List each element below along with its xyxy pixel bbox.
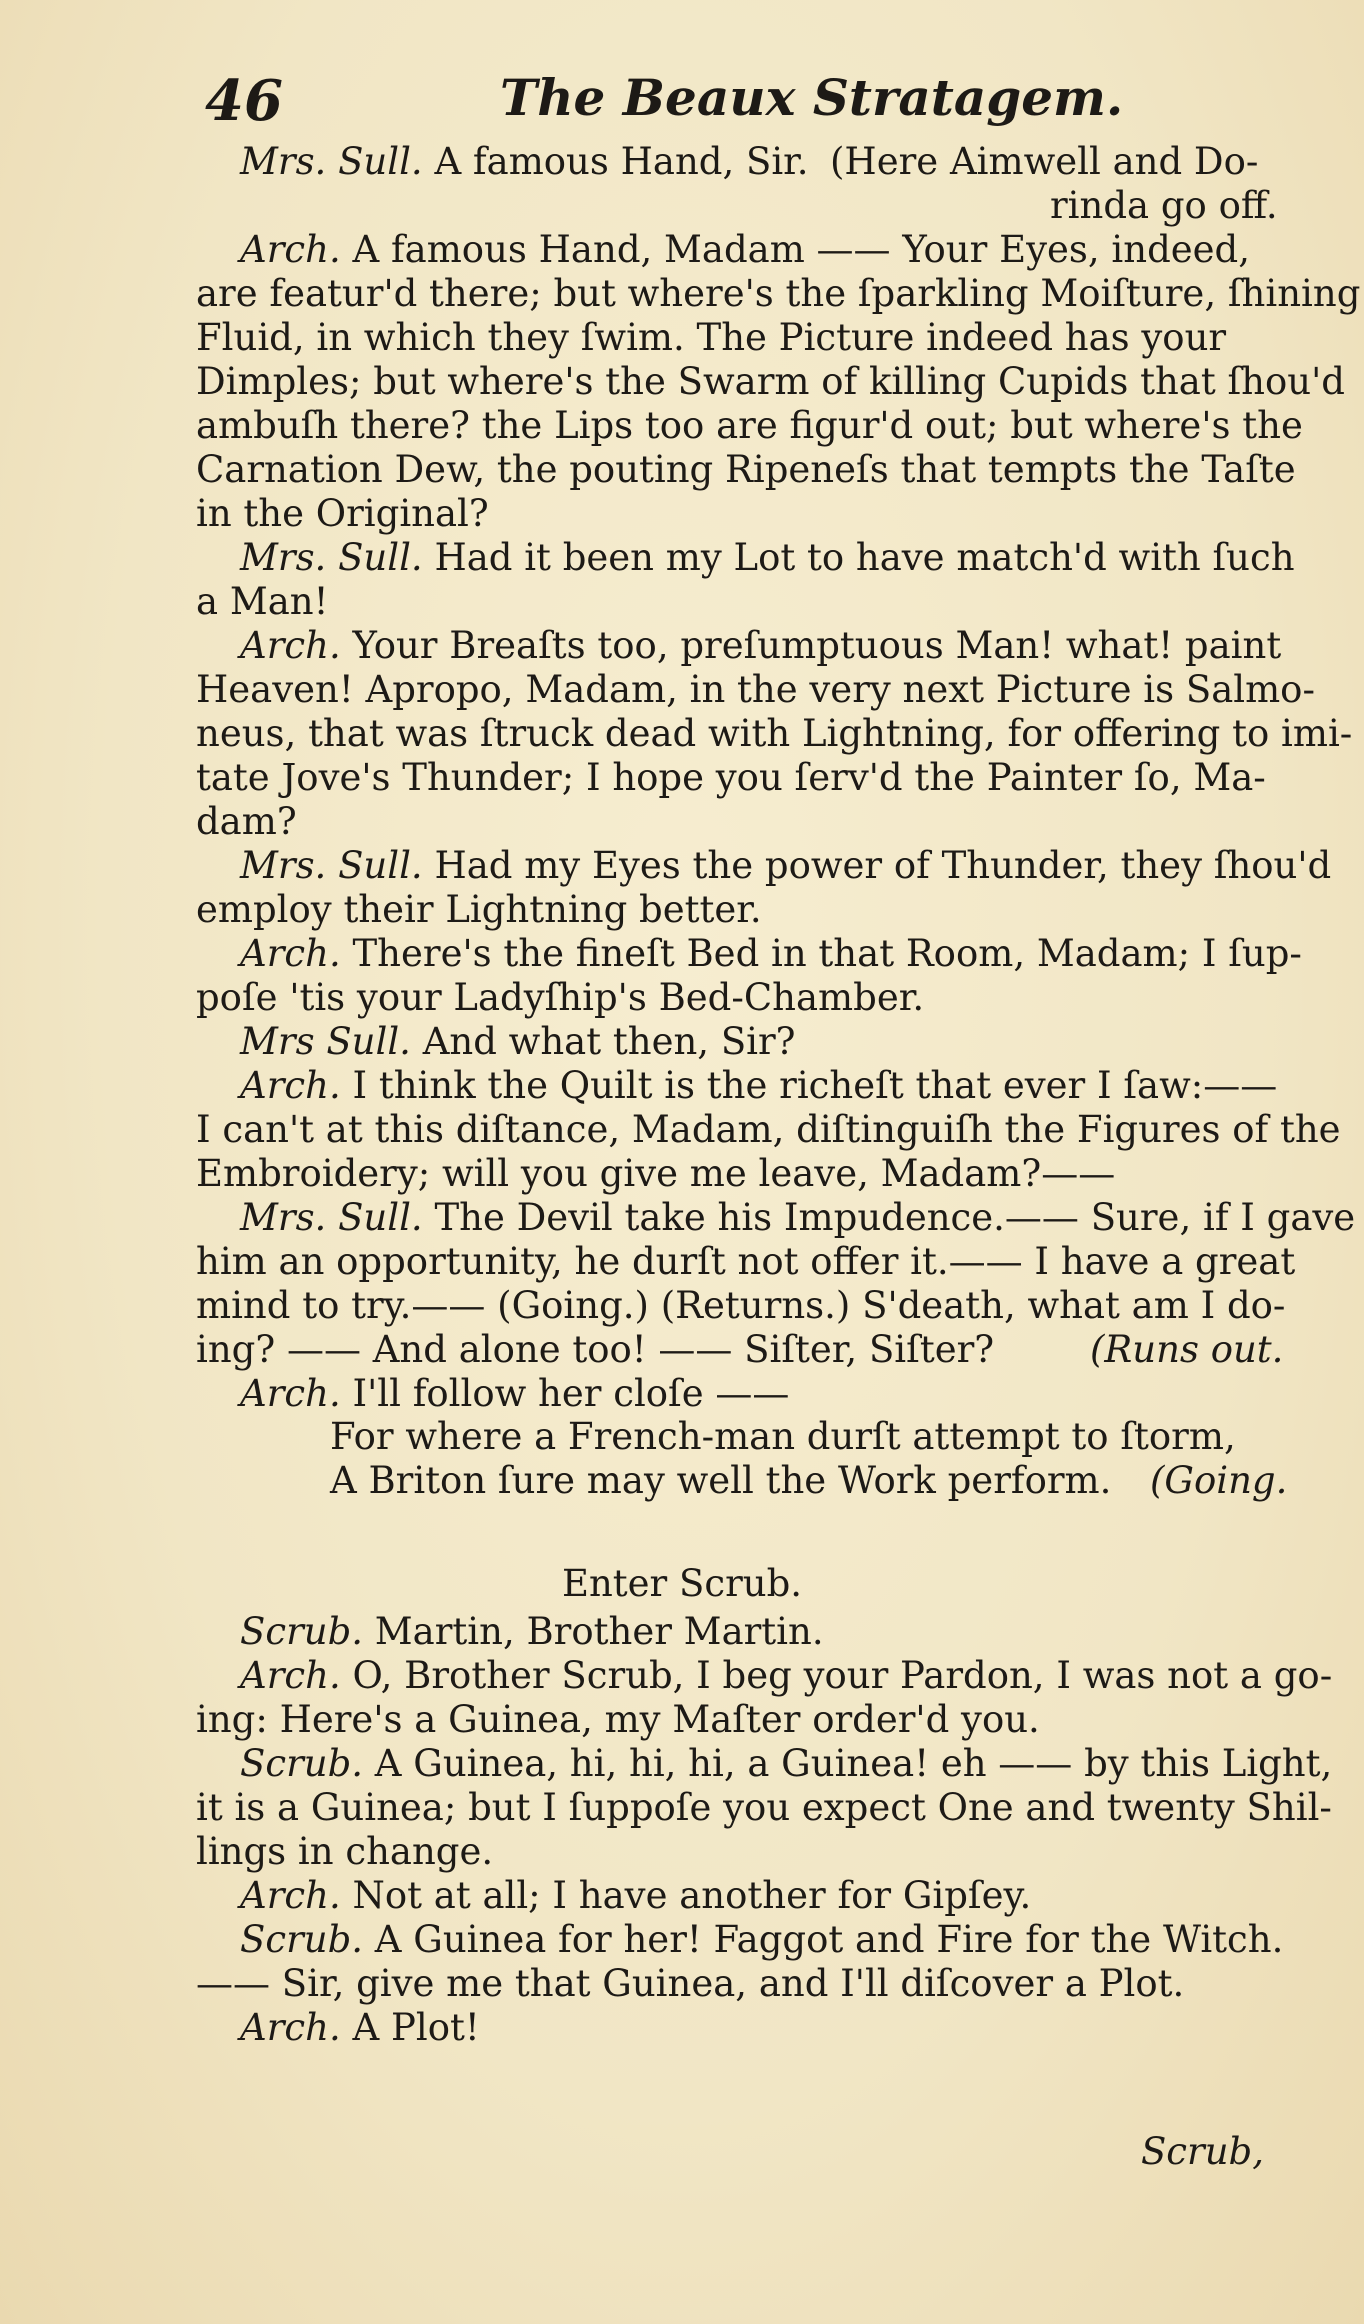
speaker-name: Scrub. — [240, 1742, 375, 1785]
text-line — [196, 448, 1296, 492]
speech-line — [240, 1196, 1356, 1240]
line-text: Martin, Brother Martin. — [374, 1610, 824, 1653]
text-line — [196, 888, 1280, 932]
line-text: neus, that was ſtruck dead with Lightning, for offering to imi- — [196, 712, 1353, 755]
speaker-name: Mrs Sull. — [240, 1020, 423, 1063]
line-text: —— Sir, give me that Guinea, and I'll diſcover a Plot. — [196, 1962, 1185, 2005]
text-line — [196, 1284, 1286, 1328]
speaker-name: Mrs. Sull. — [240, 1196, 435, 1239]
line-text: Fluid, in which they ſwim. The Picture indeed has your — [196, 316, 1227, 359]
text-line — [196, 316, 1280, 360]
text-line — [196, 1830, 1280, 1874]
speech-line — [240, 2006, 1280, 2050]
speaker-name: Arch. — [240, 1372, 353, 1415]
text-line — [196, 1786, 1332, 1830]
line-text: A famous Hand, Sir. — [434, 140, 809, 183]
text-line — [196, 404, 1303, 448]
line-text: ambuſh there? the Lips too are figur'd out; but where's the — [196, 404, 1303, 447]
speaker-name: Mrs. Sull. — [240, 844, 435, 887]
line-text: dam? — [196, 800, 297, 843]
speaker-name: Mrs. Sull. — [240, 140, 435, 183]
stage-direction: rinda go off. — [1050, 184, 1278, 227]
line-text: Heaven! Apropo, Madam, in the very next Picture is Salmo- — [196, 668, 1315, 711]
line-text: a Man! — [196, 580, 329, 623]
line-text: Embroidery; will you give me leave, Madam?—— — [196, 1152, 1116, 1195]
speech-line — [240, 844, 1332, 888]
speaker-name: Scrub. — [240, 1610, 375, 1653]
verse-line: For where a French-man durſt attempt to ſtorm, — [330, 1415, 1236, 1458]
text-line — [196, 1698, 1280, 1742]
text-line — [196, 800, 1280, 844]
speech-line — [240, 1918, 1284, 1962]
line-text: And what then, Sir? — [422, 1020, 796, 1063]
line-text: I think the Quilt is the richeſt that ever I ſaw:—— — [352, 1064, 1278, 1107]
line-text: ing? —— And alone too! —— Siſter, Siſter? — [196, 1328, 995, 1371]
speaker-name: Scrub. — [240, 1918, 375, 1961]
speaker-name: Arch. — [240, 228, 353, 271]
verse-line: A Briton ſure may well the Work perform. — [330, 1459, 1112, 1502]
line-text: A famous Hand, Madam —— Your Eyes, indeed, — [352, 228, 1250, 271]
text-line — [196, 756, 1280, 800]
line-text: lings in change. — [196, 1830, 494, 1873]
catchword: Scrub, — [1140, 2130, 1264, 2173]
line-text: Dimples; but where's the Swarm of killing Cupids that ſhou'd — [196, 360, 1345, 403]
stage-direction: (Here Aimwell and Do- — [830, 140, 1259, 183]
speech-line — [240, 624, 1280, 668]
line-text: I'll follow her cloſe —— — [352, 1372, 790, 1415]
line-text: Had it been my Lot to have match'd with ſuch — [434, 536, 1295, 579]
speech-line — [240, 1372, 1280, 1416]
line-text: it is a Guinea; but I ſuppoſe you expect One and twenty Shil- — [196, 1786, 1332, 1829]
line-text: ing: Here's a Guinea, my Maſter order'd you. — [196, 1698, 1040, 1741]
text-line — [196, 976, 1280, 1020]
line-text: poſe 'tis your Ladyſhip's Bed-Chamber. — [196, 976, 925, 1019]
speaker-name: Mrs. Sull. — [240, 536, 435, 579]
speech-line — [240, 228, 1280, 272]
line-text: O, Brother Scrub, I beg your Pardon, I was not a go- — [352, 1654, 1333, 1697]
text-line — [196, 360, 1345, 404]
entrance-direction: Enter Scrub. — [561, 1562, 803, 1605]
line-text: him an opportunity, he durſt not offer it.—— I have a great — [196, 1240, 1296, 1283]
speech-line — [240, 536, 1295, 580]
speech-line — [240, 1610, 1280, 1654]
text-line — [196, 1152, 1280, 1196]
line-text: in the Original? — [196, 492, 489, 535]
stage-direction-runs-out: (Runs out. — [1090, 1328, 1284, 1371]
line-text: There's the fineſt Bed in that Room, Madam; I ſup- — [352, 932, 1302, 975]
stage-direction-going: (Going. — [1150, 1459, 1288, 1502]
speaker-name: Arch. — [240, 1064, 353, 1107]
page-number: 46 — [205, 68, 283, 134]
line-text: Had my Eyes the power of Thunder, they ſhou'd — [434, 844, 1332, 887]
speech-line — [240, 1874, 1280, 1918]
speech-line — [240, 1020, 1280, 1064]
line-text: A Plot! — [352, 2006, 480, 2049]
speaker-name: Arch. — [240, 624, 353, 667]
line-text: tate Jove's Thunder; I hope you ſerv'd the Painter ſo, Ma- — [196, 756, 1266, 799]
text-line — [196, 668, 1315, 712]
line-text: Not at all; I have another for Gipſey. — [352, 1874, 1032, 1917]
line-text: mind to try.—— (Going.) (Returns.) S'death, what am I do- — [196, 1284, 1286, 1327]
line-text: A Guinea for her! Faggot and Fire for the Witch. — [374, 1918, 1284, 1961]
text-line — [196, 1108, 1341, 1152]
line-text: I can't at this diſtance, Madam, diſtinguiſh the Figures of the — [196, 1108, 1341, 1151]
text-line — [196, 492, 1280, 536]
running-title: The Beaux Stratagem. — [500, 68, 1124, 127]
speaker-name: Arch. — [240, 1874, 353, 1917]
speech-line — [240, 932, 1302, 976]
line-text: Carnation Dew, the pouting Ripeneſs that tempts the Taſte — [196, 448, 1296, 491]
text-line — [196, 1962, 1280, 2006]
text-line — [196, 272, 1361, 316]
speech-line — [240, 1742, 1333, 1786]
text-line — [196, 1240, 1296, 1284]
speaker-name: Arch. — [240, 932, 353, 975]
text-line — [196, 580, 1280, 624]
speaker-name: Arch. — [240, 1654, 353, 1697]
line-text: Your Breaſts too, preſumptuous Man! what! paint — [352, 624, 1282, 667]
speech-line — [240, 1654, 1333, 1698]
line-text: employ their Lightning better. — [196, 888, 762, 931]
text-line — [196, 712, 1353, 756]
speech-line — [240, 1064, 1280, 1108]
line-text: A Guinea, hi, hi, hi, a Guinea! eh —— by this Light, — [374, 1742, 1333, 1785]
line-text: The Devil take his Impudence.—— Sure, if I gave — [434, 1196, 1356, 1239]
speaker-name: Arch. — [240, 2006, 353, 2049]
line-text: are featur'd there; but where's the ſparkling Moiſture, ſhining — [196, 272, 1361, 315]
